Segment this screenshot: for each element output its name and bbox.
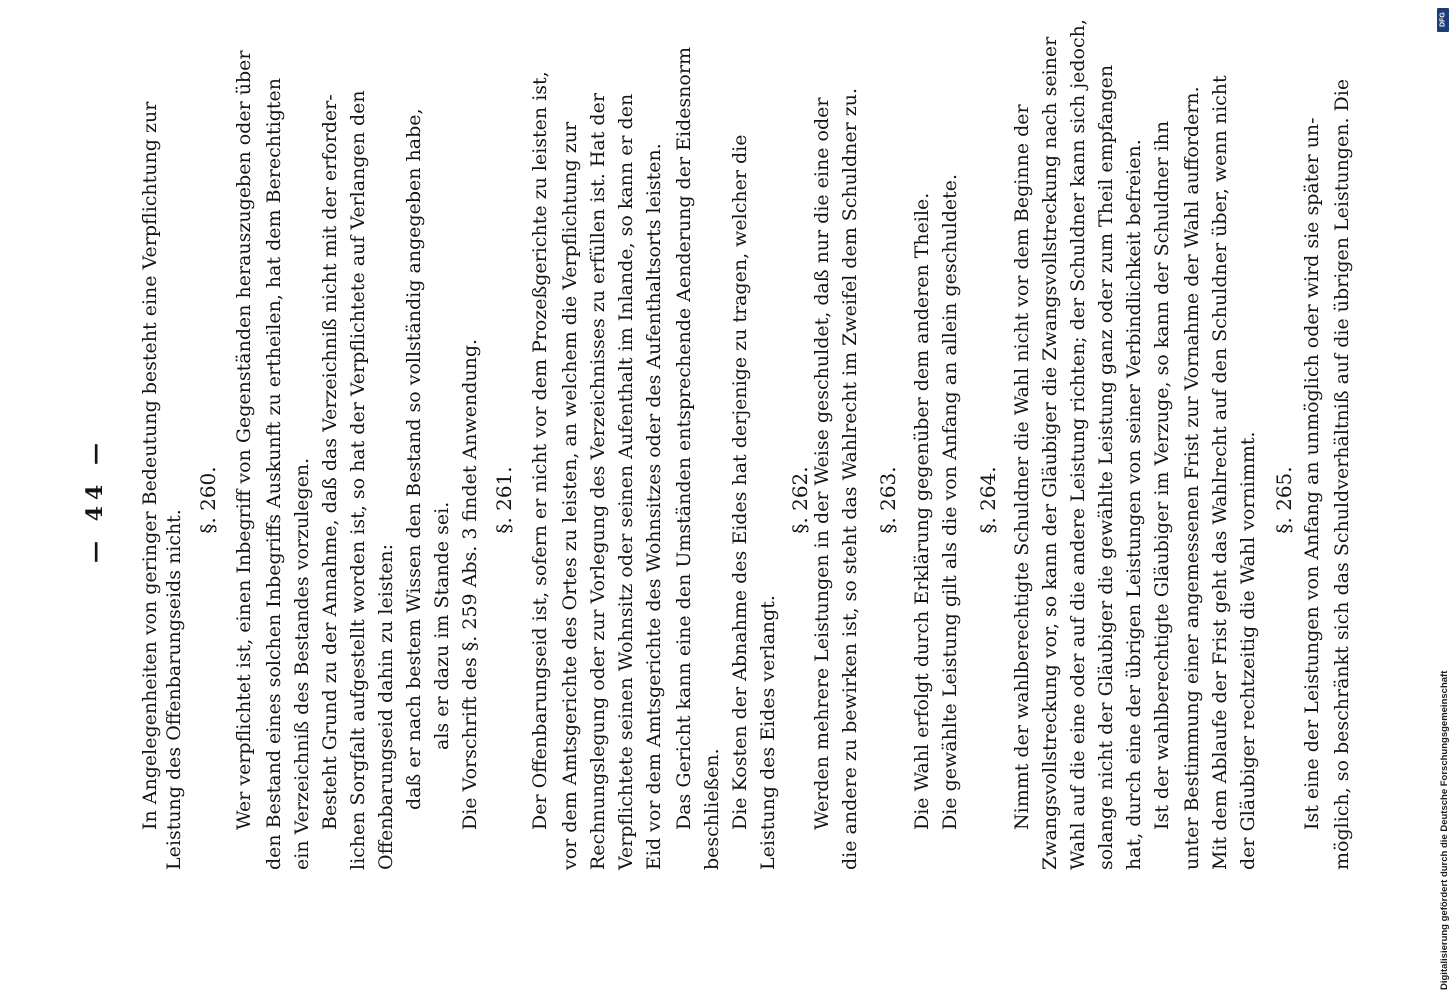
text-line: der Gläubiger rechtzeitig die Wahl vornimmt. [1237,431,1259,870]
text-line: ein Verzeichniß des Bestandes vorzulegen. [291,457,313,870]
text-line: solange nicht der Gläubiger die gewählte Leistung ganz oder zum Theil empfangen [1095,64,1117,870]
text-line: Der Offenbarungseid ist, sofern er nicht vor dem Prozeßgerichte zu leisten ist, [529,71,551,830]
text-line: Werden mehrere Leistungen in der Weise geschuldet, daß nur die eine oder [811,97,833,830]
text-line: Leistung des Eides verlangt. [757,595,779,870]
section-heading: §. 264. [976,466,1000,534]
text-line: Wer verpflichtet ist, einen Inbegriff von Gegenständen herauszugeben oder über [233,50,255,830]
text-line: daß er nach bestem Wissen den Bestand so vollständig angegeben habe, [403,108,425,810]
text-line: Die Vorschrift des §. 259 Abs. 3 findet Anwendung. [459,338,481,830]
text-line: Ist eine der Leistungen von Anfang an unmöglich oder wird sie später un- [1301,117,1323,830]
text-line: vor dem Amtsgerichte des Ortes zu leisten, an welchem die Verpflichtung zur [559,121,581,870]
text-line: Ist der wahlberechtigte Gläubiger im Verzuge, so kann der Schuldner ihn [1151,120,1173,830]
text-line: Zwangsvollstreckung vor, so kann der Gläubiger die Zwangsvollstreckung nach seiner [1039,36,1061,870]
text-line: Mit dem Ablaufe der Frist geht das Wahlrecht auf den Schuldner über, wenn nicht [1209,75,1231,870]
text-line: die andere zu bewirken ist, so steht das Wahlrecht im Zweifel dem Schuldner zu. [839,87,861,870]
dfg-logo: DFG [1437,8,1449,32]
text-line: Die Kosten der Abnahme des Eides hat derjenige zu tragen, welcher die [729,134,751,830]
text-line: Die gewählte Leistung gilt als die von Anfang an allein geschuldete. [939,173,961,830]
text-line: Nimmt der wahlberechtigte Schuldner die Wahl nicht vor dem Beginne der [1011,104,1033,830]
page-number: — 44 — [82,437,108,563]
text-line: hat, durch eine der übrigen Leistungen von seiner Verbindlichkeit befreien. [1123,139,1145,870]
section-heading: §. 260. [196,466,220,534]
text-line: In Angelegenheiten von geringer Bedeutung besteht eine Verpflichtung zur [139,101,161,830]
section-heading: §. 263. [876,466,900,534]
text-line: lichen Sorgfalt aufgestellt worden ist, so hat der Verpflichtete auf Verlangen den [347,90,369,870]
text-line: Eid vor dem Amtsgerichte des Wohnsitzes oder des Aufenthaltsorts leisten. [643,143,665,870]
section-heading: §. 262. [788,466,812,534]
text-line: Verpflichtete seinen Wohnsitz oder seinen Aufenthalt im Inlande, so kann er den [615,93,637,870]
funding-note-text: Digitalisierung gefördert durch die Deutsche Forschungsgemeinschaft [1439,670,1450,990]
text-line: Rechnungslegung oder zur Vorlegung des Verzeichnisses zu erfüllen ist. Hat der [587,93,609,870]
text-line: als er dazu im Stande sei. [431,501,453,750]
text-line: Die Wahl erfolgt durch Erklärung gegenüber dem anderen Theile. [911,192,933,830]
digitization-note [1435,0,1453,1000]
section-heading: §. 265. [1272,466,1296,534]
section-heading: §. 261. [492,466,516,534]
text-line: Offenbarungseid dahin zu leisten: [375,543,397,870]
text-line: den Bestand eines solchen Inbegriffs Auskunft zu ertheilen, hat dem Berechtigten [263,77,285,870]
text-line: Leistung des Offenbarungseids nicht. [163,509,185,870]
text-line: Wahl auf die eine oder auf die andere Leistung richten; der Schuldner kann sich jedoch, [1067,19,1089,870]
text-line: Besteht Grund zu der Annahme, daß das Verzeichniß nicht mit der erforder- [319,94,341,830]
text-line: Das Gericht kann eine den Umständen entsprechende Aenderung der Eidesnorm [673,47,695,830]
text-line: unter Bestimmung einer angemessenen Frist zur Vornahme der Wahl auffordern. [1181,86,1203,870]
text-line: beschließen. [701,748,723,870]
text-line: möglich, so beschränkt sich das Schuldverhältniß auf die übrigen Leistungen. Die [1331,78,1353,870]
